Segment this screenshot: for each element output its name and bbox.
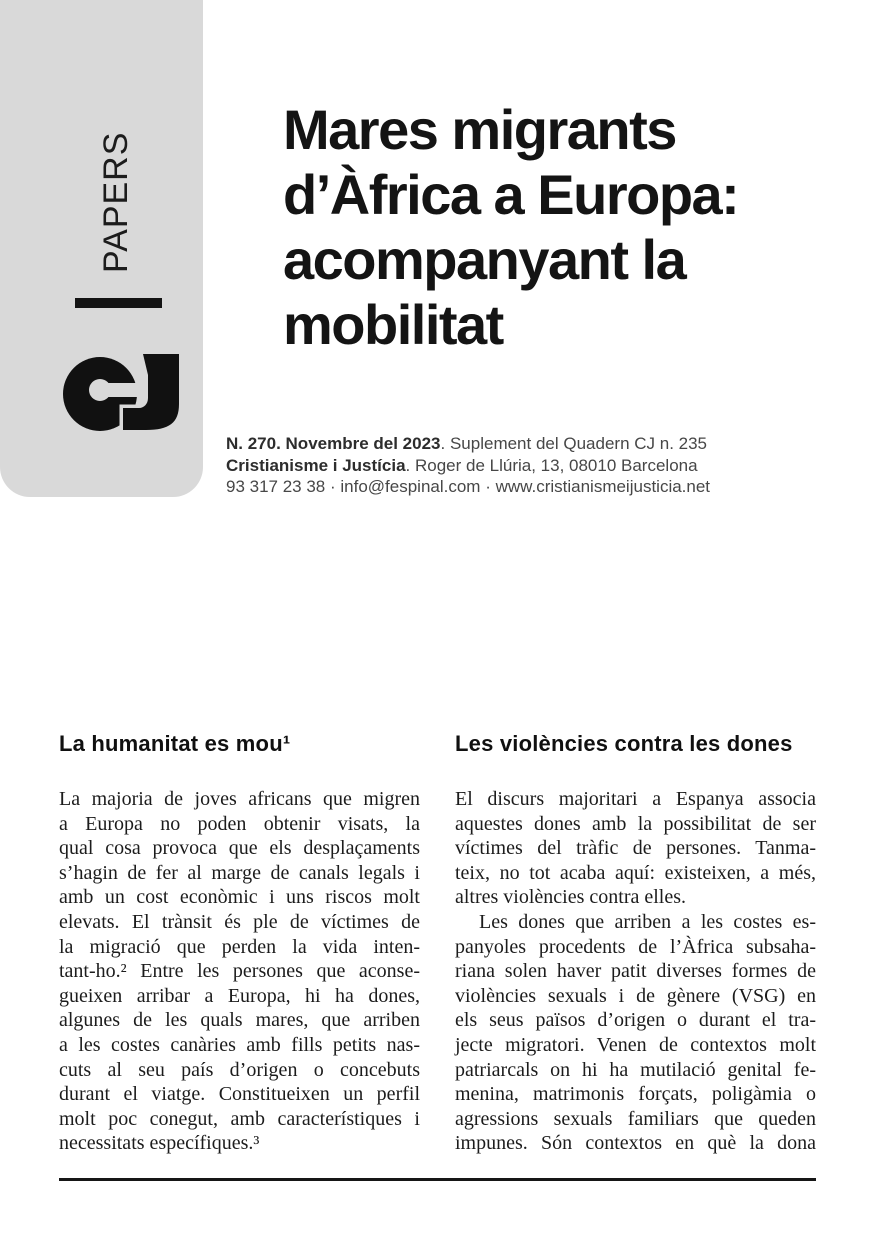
brand-side-panel	[0, 0, 203, 497]
issue-info-line-3: 93 317 23 38 · info@fespinal.com · www.cristianismeijusticia.net	[226, 477, 711, 497]
title-line-1: Mares migrants	[283, 98, 676, 161]
issue-info-line-1	[226, 433, 846, 455]
text-line: qual cosa provoca que els desplaçaments	[59, 837, 420, 860]
text-line: aquestes dones amb la possibilitat de ser	[455, 812, 816, 835]
column-left	[59, 731, 420, 1156]
text-line: gueixen arribar a Europa, hi ha dones,	[59, 984, 420, 1007]
text-line: menina, matrimonis forçats, poligàmia o	[455, 1083, 816, 1106]
text-line: necessitats específiques.³	[59, 1132, 260, 1155]
text-line: tant-ho.² Entre les persones que aconse-	[59, 960, 420, 983]
text-line: La majoria de joves africans que migren	[59, 788, 420, 810]
publisher-address: . Roger de Llúria, 13, 08010 Barcelona	[405, 455, 698, 475]
text-line: teix, no tot acaba aquí: existeixen, a més,	[455, 861, 816, 884]
text-line: violències sexuals i de gènere (VSG) en	[455, 984, 816, 1007]
text-line: amb un cost econòmic i uns riscos molt	[59, 886, 420, 909]
text-line: patriarcals on hi ha mutilació genital fe-	[455, 1058, 816, 1081]
text-line: altres violències contra elles.	[455, 886, 687, 909]
papers-vertical-label: PAPERS	[97, 131, 135, 273]
text-line: la migració que perden la vida inten-	[59, 935, 420, 958]
cj-logo-c-slot	[100, 383, 144, 397]
text-line: jecte migratori. Venen de contextos molt	[455, 1033, 816, 1056]
title-line-2: d’Àfrica a Europa:	[283, 163, 739, 226]
issue-supplement: . Suplement del Quadern CJ n. 235	[440, 434, 708, 453]
text-line: agressions sexuals familiars que queden	[455, 1107, 816, 1130]
column-right	[455, 731, 816, 1156]
text-line: impunes. Són contextos en què la dona	[455, 1132, 816, 1155]
text-line: panyoles procedents de l’Àfrica subsaha-	[455, 935, 816, 958]
text-line: durant el viatge. Constitueixen un perfil	[59, 1083, 420, 1106]
issue-info	[226, 433, 846, 498]
text-line: Les dones que arriben a les costes es-	[479, 910, 816, 933]
title-line-4: mobilitat	[283, 293, 503, 356]
title-line-3: acompanyant la	[283, 228, 686, 291]
text-line: elevats. El trànsit és ple de víctimes de	[59, 910, 420, 933]
article-body	[59, 731, 817, 1156]
text-line: riana solen haver patit diverses formes de	[455, 960, 816, 983]
footer-rule	[59, 1178, 816, 1181]
column-left-heading: La humanitat es mou¹	[59, 731, 291, 756]
text-line: El discurs majoritari a Espanya associa	[455, 788, 816, 810]
text-line: algunes de les quals mares, que arriben	[59, 1009, 420, 1032]
page-title	[283, 97, 843, 357]
text-line: cuts al seu país d’origen o concebuts	[59, 1058, 420, 1081]
issue-number: N. 270. Novembre del 2023	[226, 434, 441, 453]
text-line: molt poc conegut, amb característiques i	[59, 1107, 420, 1130]
column-right-heading: Les violències contra les dones	[455, 731, 793, 756]
cj-logo-icon	[60, 352, 180, 432]
column-left-paragraph-1	[59, 787, 420, 1156]
text-line: s’hagin de fer al marge de canals legals i	[59, 861, 420, 884]
text-line: a les costes canàries amb fills petits nas-	[59, 1033, 420, 1056]
column-right-paragraph-1	[455, 787, 816, 910]
text-line: a Europa no poden obtenir visats, la	[59, 812, 420, 835]
publisher-name: Cristianisme i Justícia	[226, 455, 406, 475]
text-line: víctimes del tràfic de persones. Tanma-	[455, 837, 816, 860]
column-right-paragraph-2	[455, 910, 816, 1156]
brand-bar-divider	[75, 298, 162, 308]
text-line: els seus països d’origen o durant el tra-	[455, 1009, 816, 1032]
issue-info-line-2	[226, 455, 846, 477]
